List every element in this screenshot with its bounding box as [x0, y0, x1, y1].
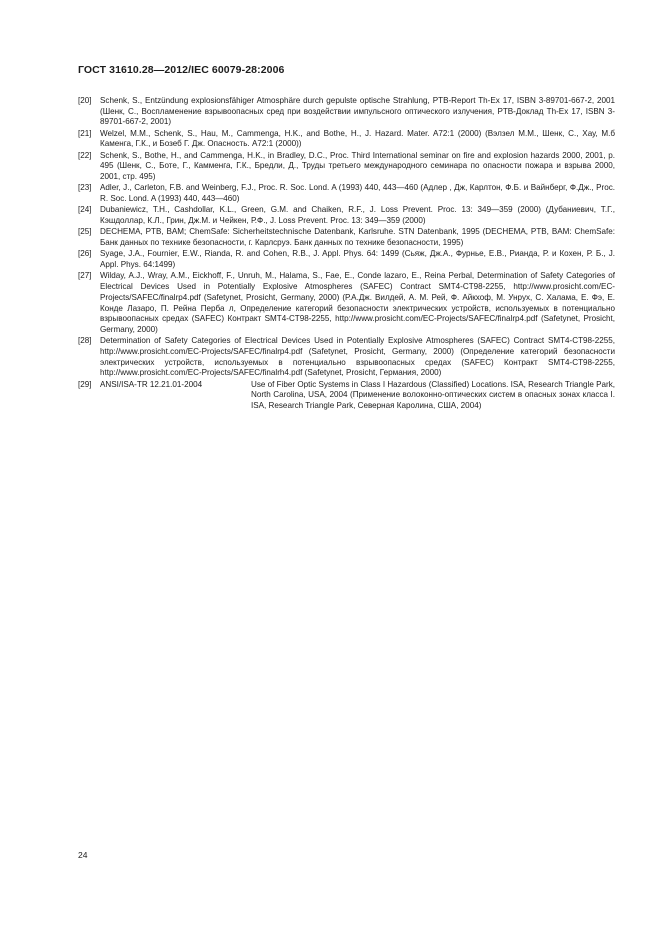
- reference-number: [29]: [78, 379, 92, 389]
- reference-number: [22]: [78, 150, 92, 160]
- reference-item-21: [78, 129, 615, 150]
- reference-number: [26]: [78, 249, 92, 259]
- reference-text: Schenk, S., Bothe, H., and Cammenga, H.K., in Bradley, D.C., Proc. Third International seminar on fire and explosion hazards 2000, 2001, p. 495 (Шенк, С., Боте, Г., Камменга, Г.К., Бредли, Д., Труды третьего международного семинара по опасности пожара и взрыва 2000, 2001, стр. 495): [100, 150, 615, 182]
- reference-item-27: [78, 271, 615, 335]
- reference-list: [78, 96, 615, 412]
- reference-item-24: [78, 205, 615, 226]
- reference-text: Syage, J.A., Fournier, E.W., Rianda, R. and Cohen, R.B., J. Appl. Phys. 64: 1499 (Сьяж, Дж.А., Фурнье, Е.В., Рианда, Р. и Кохен, Р. Б., J. Appl. Phys. 64:1499): [100, 249, 615, 270]
- reference-text: DECHEMA, PTB, BAM; ChemSafe: Sicherheitstechnische Datenbank, Karlsruhe. STN Datenbank, 1995 (DECHEMA, PTB, BAM: ChemSafe: Банк данных по технике безопасности, г. Карлсруэ. Банк данных по технике безопасности, 1995): [100, 227, 615, 248]
- reference-text: Schenk, S., Entzündung explosionsfähiger Atmosphäre durch gepulste optische Strahlung, PTB-Report Th-Ex 17, ISBN 3-89701-667-2, 2001 (Шенк, С., Воспламенение взрывоопасных сред при воздействии импульсного оптического излучения, PTB-Доклад Th-Ex 17, ISBN 3-89701-667-2, 2001): [100, 96, 615, 127]
- reference-item-28: [78, 336, 615, 379]
- reference-text: Welzel, M.M., Schenk, S., Hau, M., Cammenga, H.K., and Bothe, H., J. Hazard. Mater. A72:1 (2000) (Вэлзел М.М., Шенк, С., Хау, М.б Каменга, Г.К., и Бозеб Г. Дж. Опасность. A72:1 (2000)): [100, 128, 615, 149]
- document-header: ГОСТ 31610.28—2012/IEC 60079-28:2006: [78, 64, 285, 76]
- reference-number: [20]: [78, 96, 92, 105]
- reference-number: [27]: [78, 271, 92, 281]
- reference-item-20: [78, 96, 615, 128]
- reference-text: Adler, J., Carleton, F.B. and Weinberg, F.J., Proc. R. Soc. Lond. A (1993) 440, 443—460 (Адлер , Дж, Карлтон, Ф.Б. и Вайнберг, Ф.Дж., Proc. R. Soc. Lond. A (1993) 440, 443—460): [100, 183, 615, 204]
- page-number: 24: [78, 850, 88, 860]
- reference-number: [23]: [78, 183, 92, 193]
- reference-text: Wilday, A.J., Wray, A.M., Eickhoff, F., Unruh, M., Halama, S., Fae, E., Conde lazaro, E., Reina Perbal, Determination of Safety Categories of Electrical Devices Used in Potentially Explosive Atmospheres (SAFEC) Contract SMT4-CT98-2255, http://www.prosicht.com/EC-Projects/SAFEC/finalrp4.pdf (Safetynet, Prosicht, Germany, 2000) (Р.А.Дж. Вилдей, А. М. Рей, Ф. Айкхоф, М. Унрух, С. Халама, Е. Фэ, Е. Конде Лазаро, П. Рейна Перба л, Определение категорий безопасности электрических устройств, используемых в потенциально взрывоопасных средах (SAFEC) Контракт SMT4-CT98-2255, http://www.prosicht.com/EC-Projects/SAFEC/finalrp4.pdf (Safetynet, Prosicht, Germany, 2000): [100, 271, 615, 334]
- reference-item-25: [78, 227, 615, 248]
- reference-number: [25]: [78, 227, 92, 237]
- reference-item-23: [78, 183, 615, 204]
- reference-item-26: [78, 249, 615, 270]
- reference-standard-code: ANSI/ISA-TR 12.21.01-2004: [100, 379, 203, 389]
- reference-item-29: [78, 380, 615, 412]
- reference-text: Dubaniewicz, T.H., Cashdollar, K.L., Green, G.M. and Chaiken, R.F., J. Loss Prevent. Proc. 13: 349—359 (2000) (Дубаниевич, Т.Г., Кэшдоллар, К.Л., Грин, Дж.М. и Чейкен, Р.Ф., J. Loss Prevent. Proc. 13: 349—359 (2000): [100, 205, 615, 226]
- reference-number: [28]: [78, 336, 92, 346]
- reference-text: Use of Fiber Optic Systems in Class I Hazardous (Classified) Locations. ISA, Research Triangle Park, North Carolina, USA, 2004 (Применение волоконно-оптических систем в опасных зонах класса I. ISA, Research Triangle Park, Северная Каролина, США, 2004): [251, 379, 615, 411]
- reference-number: [24]: [78, 205, 92, 215]
- reference-number: [21]: [78, 128, 92, 138]
- reference-text: Determination of Safety Categories of Electrical Devices Used in Potentially Explosive Atmospheres (SAFEC) Contract SMT4-CT98-2255, http://www.prosicht.com/EC-Projects/SAFEC/finalrp4.pdf (Safetynet, Prosicht, Germany, 2000) (Определение категорий безопасности электрических устройств, используемых в потенциально взрывоопасных средах (SAFEC) Контракт SMT4-CT98-2255, http://www.prosicht.com/EC-Projects/SAFEC/finalrh4.pdf (Safetynet, Prosicht, Германия, 2000): [100, 336, 615, 378]
- reference-item-22: [78, 151, 615, 183]
